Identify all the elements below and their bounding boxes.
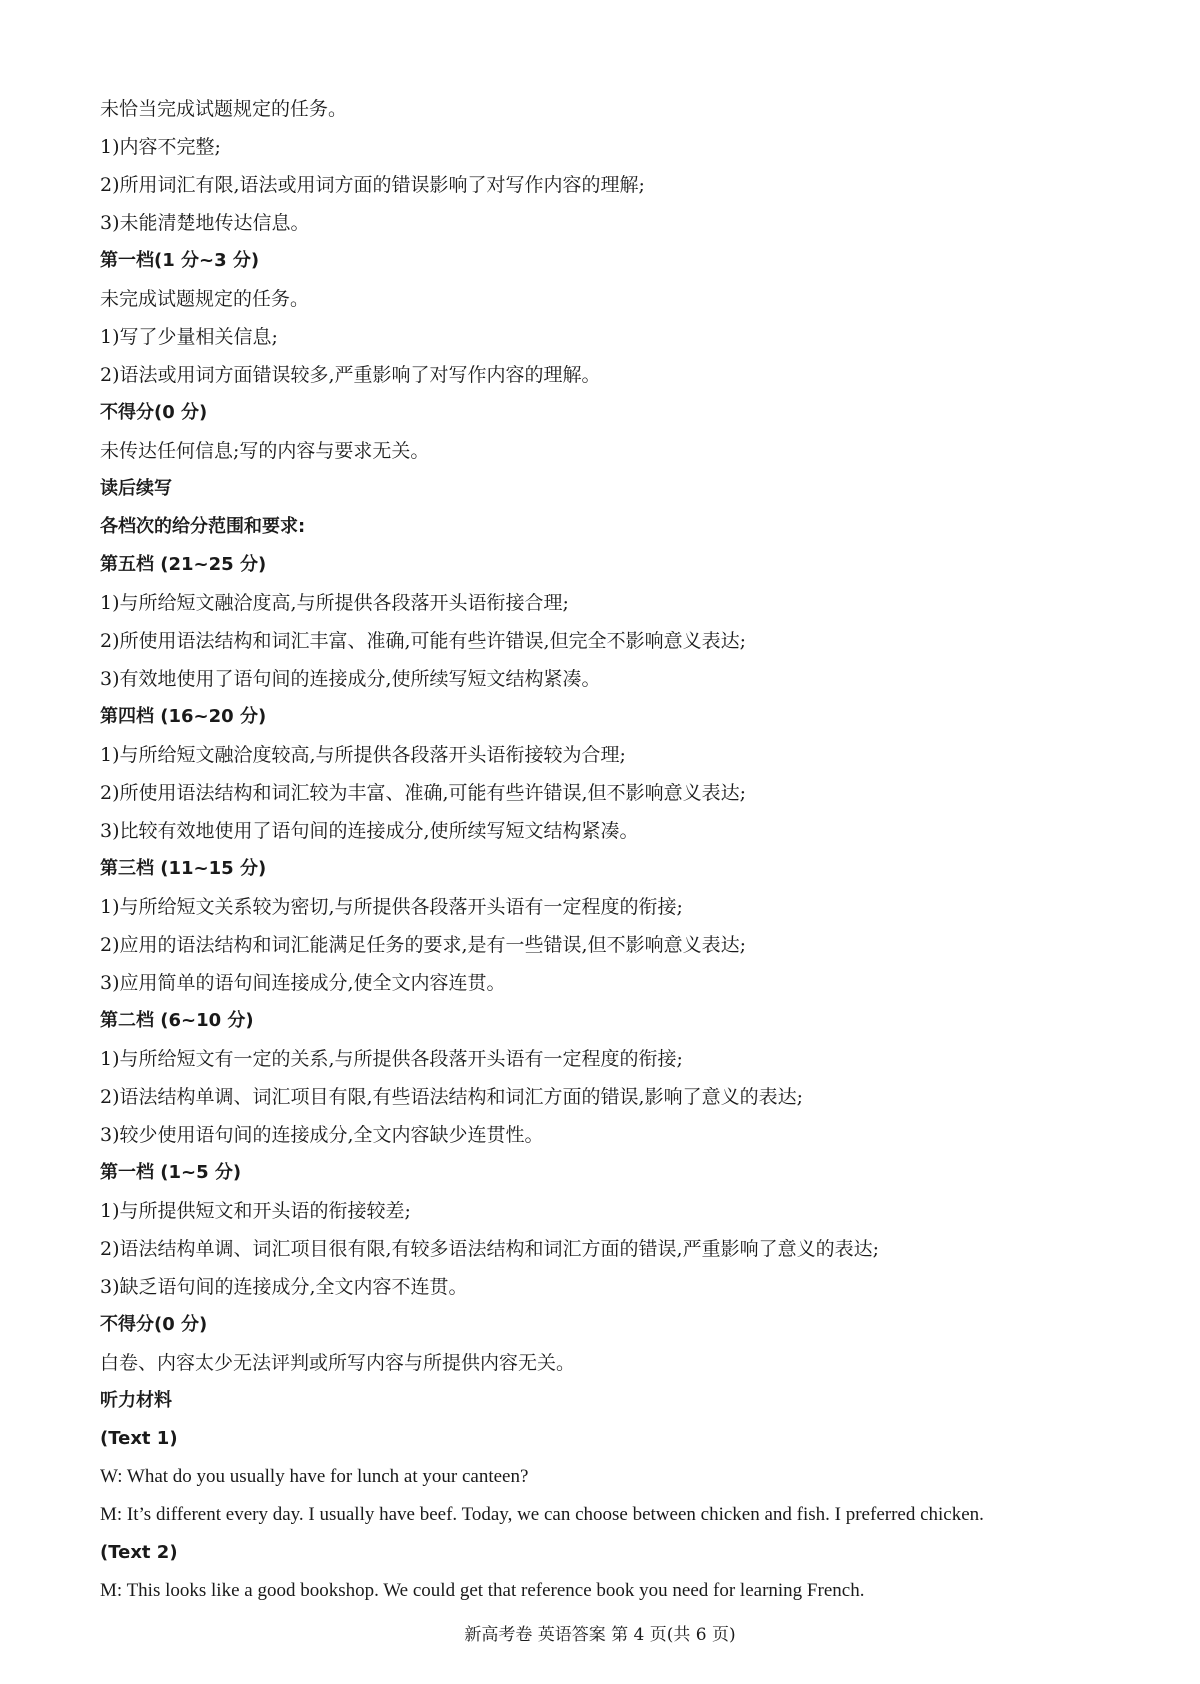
text-line: 1)与所给短文关系较为密切,与所提供各段落开头语有一定程度的衔接; (100, 896, 683, 918)
answer-page (100, 90, 1120, 1610)
section-heading: 各档次的给分范围和要求: (100, 516, 306, 537)
text-line: 未恰当完成试题规定的任务。 (100, 98, 348, 120)
text-line: 未完成试题规定的任务。 (100, 288, 310, 310)
section-heading: 第一档 (1~5 分) (100, 1162, 242, 1183)
text-line: 1)与所给短文有一定的关系,与所提供各段落开头语有一定程度的衔接; (100, 1048, 683, 1070)
section-heading: 第三档 (11~15 分) (100, 858, 267, 879)
text-line: 2)语法或用词方面错误较多,严重影响了对写作内容的理解。 (100, 364, 601, 386)
text-line: 3)较少使用语句间的连接成分,全文内容缺少连贯性。 (100, 1124, 544, 1146)
text-line: 2)所使用语法结构和词汇丰富、准确,可能有些许错误,但完全不影响意义表达; (100, 630, 746, 652)
text-line: M: This looks like a good bookshop. We could get that reference book you need for learning French. (100, 1580, 865, 1601)
text-line: 2)所用词汇有限,语法或用词方面的错误影响了对写作内容的理解; (100, 174, 645, 196)
text-line: 3)未能清楚地传达信息。 (100, 212, 310, 234)
page-footer: 新高考卷 英语答案 第 4 页(共 6 页) (464, 1625, 736, 1645)
section-heading: 听力材料 (100, 1390, 172, 1411)
section-heading: 不得分(0 分) (100, 402, 208, 423)
text-line: 未传达任何信息;写的内容与要求无关。 (100, 440, 430, 462)
text-line: 1)内容不完整; (100, 136, 221, 158)
text-line: 2)语法结构单调、词汇项目很有限,有较多语法结构和词汇方面的错误,严重影响了意义的表达; (100, 1238, 879, 1260)
text-line: 2)应用的语法结构和词汇能满足任务的要求,是有一些错误,但不影响意义表达; (100, 934, 746, 956)
text-line: 2)语法结构单调、词汇项目有限,有些语法结构和词汇方面的错误,影响了意义的表达; (100, 1086, 803, 1108)
text-line: 1)与所提供短文和开头语的衔接较差; (100, 1200, 411, 1222)
text-line: 白卷、内容太少无法评判或所写内容与所提供内容无关。 (100, 1352, 576, 1374)
text-line: 1)与所给短文融洽度较高,与所提供各段落开头语衔接较为合理; (100, 744, 626, 766)
section-heading: 第五档 (21~25 分) (100, 554, 267, 575)
text-line: 3)缺乏语句间的连接成分,全文内容不连贯。 (100, 1276, 468, 1298)
section-heading: 不得分(0 分) (100, 1314, 208, 1335)
text-line: 3)有效地使用了语句间的连接成分,使所续写短文结构紧凑。 (100, 668, 601, 690)
section-heading: 第二档 (6~10 分) (100, 1010, 254, 1031)
text-line: 3)应用简单的语句间连接成分,使全文内容连贯。 (100, 972, 506, 994)
section-heading: 第一档(1 分~3 分) (100, 250, 260, 271)
text-line: 1)与所给短文融洽度高,与所提供各段落开头语衔接合理; (100, 592, 569, 614)
text-line: 1)写了少量相关信息; (100, 326, 278, 348)
section-heading: (Text 2) (100, 1542, 178, 1563)
text-line: W: What do you usually have for lunch at your canteen? (100, 1466, 529, 1487)
text-line: 3)比较有效地使用了语句间的连接成分,使所续写短文结构紧凑。 (100, 820, 639, 842)
section-heading: 读后续写 (100, 478, 172, 499)
text-line: M: It’s different every day. I usually have beef. Today, we can choose between chicken and fish. I preferred chicken. (100, 1504, 984, 1525)
text-line: 2)所使用语法结构和词汇较为丰富、准确,可能有些许错误,但不影响意义表达; (100, 782, 746, 804)
section-heading: (Text 1) (100, 1428, 178, 1449)
section-heading: 第四档 (16~20 分) (100, 706, 267, 727)
